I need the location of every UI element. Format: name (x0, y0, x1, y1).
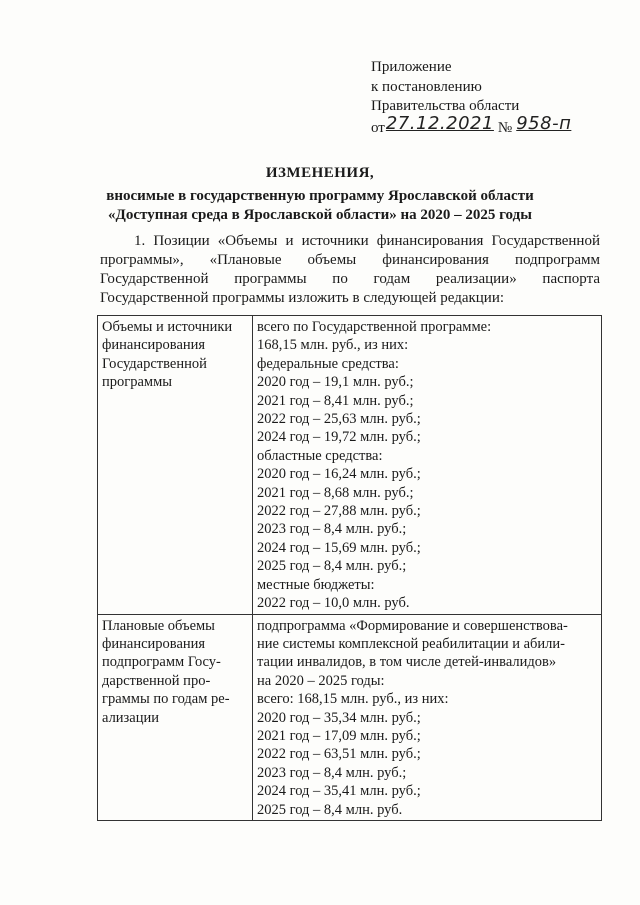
row-value-line: 2020 год – 19,1 млн. руб.; (257, 374, 414, 391)
row-label-line: Плановые объемы (102, 617, 215, 634)
intro-paragraph: 1. Позиции «Объемы и источники финансирования Государственной программы», «Плановые объемы финансирования подпрограмм Государственной программы по годам реализации» паспорта Государственной программы изложить в следующей редакции: (100, 233, 600, 306)
appendix-block (371, 58, 611, 138)
row-value-line: 2023 год – 8,4 млн. руб.; (257, 521, 407, 538)
document-title (60, 164, 580, 225)
row-label-line: дарственной про- (102, 672, 211, 689)
row-label-line: подпрограмм Госу- (102, 654, 221, 671)
row-label-line: граммы по годам ре- (102, 691, 230, 708)
row-label-line: ализации (102, 709, 160, 726)
handwritten-number: 958-п (516, 112, 572, 134)
row-value-line: 2021 год – 8,68 млн. руб.; (257, 484, 414, 501)
row-value-line: 2020 год – 16,24 млн. руб.; (257, 466, 421, 483)
table-row (98, 614, 602, 820)
row-value-line: 2024 год – 15,69 млн. руб.; (257, 539, 421, 556)
date-prefix: от (371, 119, 385, 136)
row-label-line: финансирования (102, 337, 206, 354)
row-value-line: 2024 год – 19,72 млн. руб.; (257, 429, 421, 446)
row-label-line: программы (102, 374, 172, 391)
row-label-cell (98, 614, 253, 820)
row-value-line: 2022 год – 25,63 млн. руб.; (257, 411, 421, 428)
program-table (97, 315, 602, 821)
row-value-line: всего: 168,15 млн. руб., из них: (257, 691, 449, 708)
row-value-line: 2020 год – 35,34 млн. руб.; (257, 709, 421, 726)
row-value-line: областные средства: (257, 447, 383, 464)
table-row (98, 316, 602, 615)
handwritten-date: 27.12.2021 (385, 112, 494, 134)
row-value-line: 2022 год – 10,0 млн. руб. (257, 595, 410, 612)
row-value-cell (253, 614, 602, 820)
row-label-line: Объемы и источники (102, 319, 233, 335)
appendix-date-line (371, 112, 611, 139)
appendix-line-2: к постановлению (371, 78, 482, 95)
appendix-line-3: Правительства области (371, 98, 520, 114)
appendix-line-1: Приложение (371, 59, 452, 75)
row-value-line: 2025 год – 8,4 млн. руб.; (257, 558, 407, 575)
row-value-line: 2021 год – 8,41 млн. руб.; (257, 392, 414, 409)
row-value-line: местные бюджеты: (257, 576, 375, 593)
title-line-1: ИЗМЕНЕНИЯ, (265, 165, 375, 181)
number-label: № (497, 119, 513, 136)
row-value-cell (253, 316, 602, 615)
row-label-line: финансирования (102, 635, 206, 652)
row-label-cell (98, 316, 253, 615)
row-value-line: тации инвалидов, в том числе детей-инвалидов» (257, 654, 557, 671)
row-value-line: подпрограмма «Формирование и совершенствова- (257, 617, 568, 634)
row-value-line: 2022 год – 63,51 млн. руб.; (257, 746, 421, 763)
row-value-line: всего по Государственной программе: (257, 319, 492, 335)
title-line-3: «Доступная среда в Ярославской области» на 2020 – 2025 годы (108, 207, 532, 223)
program-table-body (98, 316, 602, 821)
row-value-line: 2022 год – 27,88 млн. руб.; (257, 503, 421, 520)
row-value-line: федеральные средства: (257, 355, 399, 372)
row-label-line: Государственной (102, 355, 207, 372)
row-value-line: 2024 год – 35,41 млн. руб.; (257, 783, 421, 800)
row-value-line: 2025 год – 8,4 млн. руб. (257, 801, 403, 818)
row-value-line: 2023 год – 8,4 млн. руб.; (257, 764, 407, 781)
row-value-line: на 2020 – 2025 годы: (257, 672, 385, 689)
row-value-line: ние системы комплексной реабилитации и абили- (257, 635, 565, 652)
row-value-line: 2021 год – 17,09 млн. руб.; (257, 727, 421, 744)
title-line-2: вносимые в государственную программу Ярославской области (106, 188, 534, 204)
row-value-line: 168,15 млн. руб., из них: (257, 337, 409, 354)
